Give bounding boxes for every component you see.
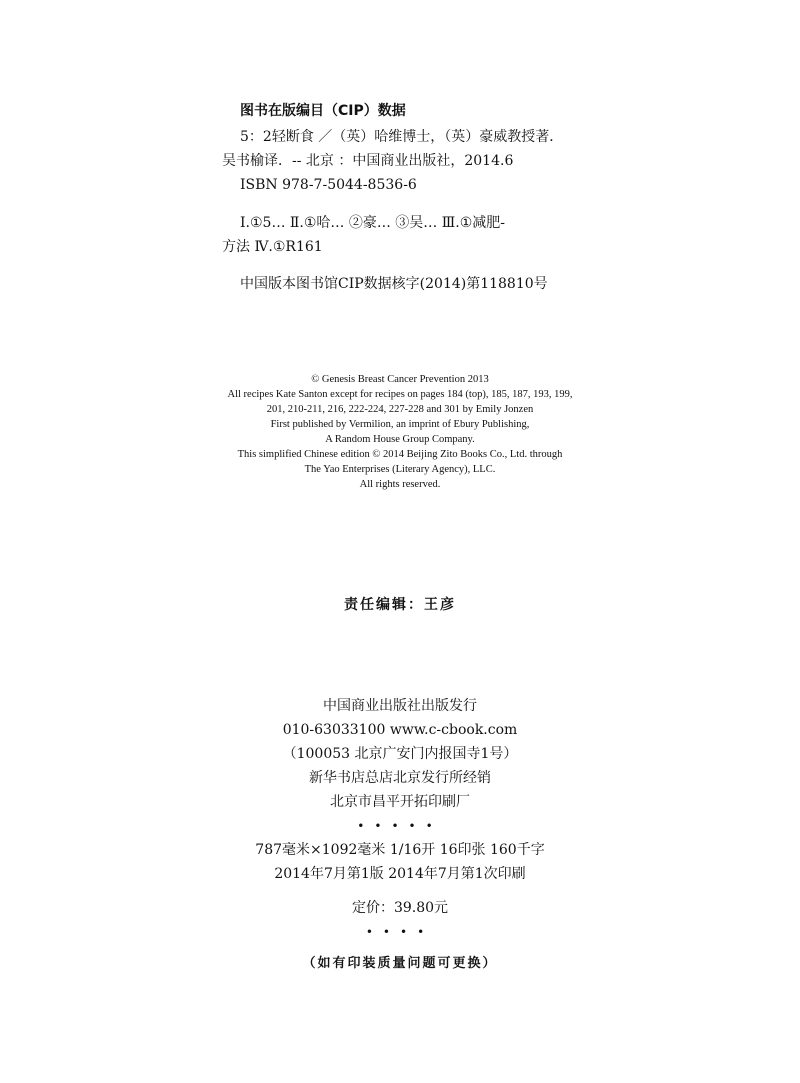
price: 定价：39.80元 (351, 900, 449, 916)
cip-translator-line: 吴书榆译．-- 北京 ：中国商业出版社，2014.6 (222, 153, 514, 169)
copyright-line: All rights reserved. (359, 479, 441, 490)
copyright-line: The Yao Enterprises (Literary Agency), LLC. (304, 464, 496, 475)
edition-info: 2014年7月第1版 2014年7月第1次印刷 (274, 866, 526, 882)
distributor: 新华书店总店北京发行所经销 (309, 770, 491, 786)
responsible-editor: 责任编辑：王彦 (344, 597, 456, 613)
publisher: 中国商业出版社出版发行 (323, 698, 477, 714)
copyright-line: 201, 210-211, 216, 222-224, 227-228 and 301 by Emily Jonzen (266, 404, 534, 415)
dot-separator: ••••• (357, 819, 443, 833)
printer: 北京市昌平开拓印刷厂 (330, 794, 470, 810)
copyright-block (0, 372, 800, 492)
cip-classification-line-2: 方法 Ⅳ.①R161 (222, 239, 323, 255)
contact-info: 010-63033100 www.c-cbook.com (282, 722, 518, 738)
cip-isbn: ISBN 978-7-5044-8536-6 (240, 177, 417, 193)
copyright-line: First published by Vermilion, an imprint of Ebury Publishing, (270, 419, 530, 430)
cip-record-number: 中国版本图书馆CIP数据核字(2014)第118810号 (240, 276, 548, 292)
cip-classification-line: Ⅰ.①5… Ⅱ.①哈… ②豪… ③吴… Ⅲ.①减肥- (240, 215, 505, 231)
publisher-address: （100053 北京广安门内报国寺1号） (282, 746, 518, 762)
imprint-block (0, 694, 800, 944)
cip-title-line: 5：2轻断食 ／（英）哈维博士，（英）豪威教授著． (240, 129, 564, 145)
copyright-line: All recipes Kate Santon except for recipes on pages 184 (top), 185, 187, 193, 199, (227, 389, 573, 400)
cip-heading: 图书在版编目（CIP）数据 (240, 103, 406, 119)
dot-separator: •••• (365, 925, 435, 939)
quality-notice: （如有印装质量问题可更换） (302, 956, 498, 971)
book-specifications: 787毫米×1092毫米 1/16开 16印张 160千字 (255, 842, 545, 858)
copyright-line: This simplified Chinese edition © 2014 Beijing Zito Books Co., Ltd. through (237, 449, 563, 460)
copyright-line: © Genesis Breast Cancer Prevention 2013 (311, 374, 489, 385)
copyright-line: A Random House Group Company. (325, 434, 475, 445)
